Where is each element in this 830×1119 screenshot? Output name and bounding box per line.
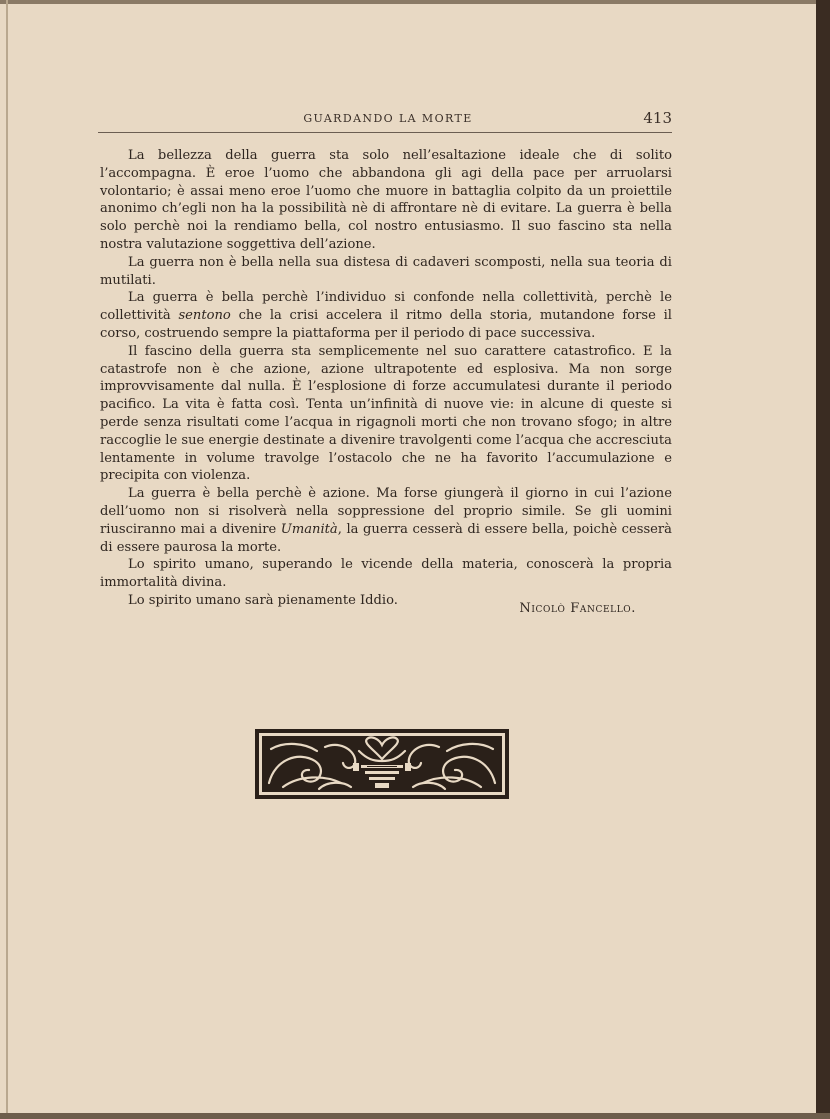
page-gutter-edge [6,0,8,1119]
paragraph: La bellezza della guerra sta solo nell’esaltazione ideale che di solito l’accompagna. È eroe l’uomo che abbandona gli agi della pace per arruolarsi volontario; è assai meno eroe l’uomo che muore in battaglia colpito da un proiettile anonimo ch’egli non ha la possibilità nè di affrontare nè di evitare. La guerra è bella solo perchè noi la rendiamo bella, col nostro entusiasmo. Il suo fascino sta nella nostra valutazione soggettiva dell’azione. [100,148,672,252]
paragraph: La guerra è bella perchè è azione. Ma forse giungerà il giorno in cui l’azione dell’uomo non si risolverà nella soppressione del proprio simile. Se gli uomini riusciranno mai a divenire Umanità, la guerra cesserà di essere bella, poichè cesserà di essere paurosa la morte. [100,486,672,555]
top-edge [0,0,830,4]
paragraph: La guerra non è bella nella sua distesa di cadaveri scomposti, nella sua teoria di mutilati. [100,254,672,288]
running-title: GUARDANDO LA MORTE [303,112,473,125]
paragraph: La guerra è bella perchè l’individuo si confonde nella collettività, perchè le collettività sentono che la crisi accelera il ritmo della storia, mutandone forse il corso, costruendo sempre la piattaforma per il periodo di pace successiva. [100,290,672,341]
floral-vase-ornament-icon [255,729,509,799]
author-signature: Nicolò Fancello. [519,601,636,616]
paragraph: Il fascino della guerra sta semplicemente nel suo carattere catastrofico. E la catastrofe non è che azione, azione ultrapotente ed esplosiva. Ma non sorge improvvisamente dal nulla. È l’esplosione di forze accumulatesi durante il periodo pacifico. La vita è fatta così. Tenta un’infinità di nuove vie: in alcune di queste si perde senza risultati come l’acqua in rigagnoli morti che non trovano sfogo; in altre raccoglie le sue energie destinate a divenire travolgenti come l’acqua che accresciuta lentamente in volume travolge l’ostacolo che ne ha favorito l’accumulazione e precipita con violenza. [100,343,672,484]
emphasis-sentono: sentono [178,308,231,324]
paragraph: Lo spirito umano, superando le vicende della materia, conoscerà la propria immortalità divina. [100,557,672,591]
page-number: 413 [643,109,672,127]
header-rule [98,132,672,133]
right-page-shadow [816,0,830,1119]
running-header [98,109,678,134]
bottom-edge [0,1113,830,1119]
paragraph: Lo spirito umano sarà pienamente Iddio. [128,592,398,608]
article-body [100,147,672,610]
emphasis-umanita: Umanità [280,521,338,537]
